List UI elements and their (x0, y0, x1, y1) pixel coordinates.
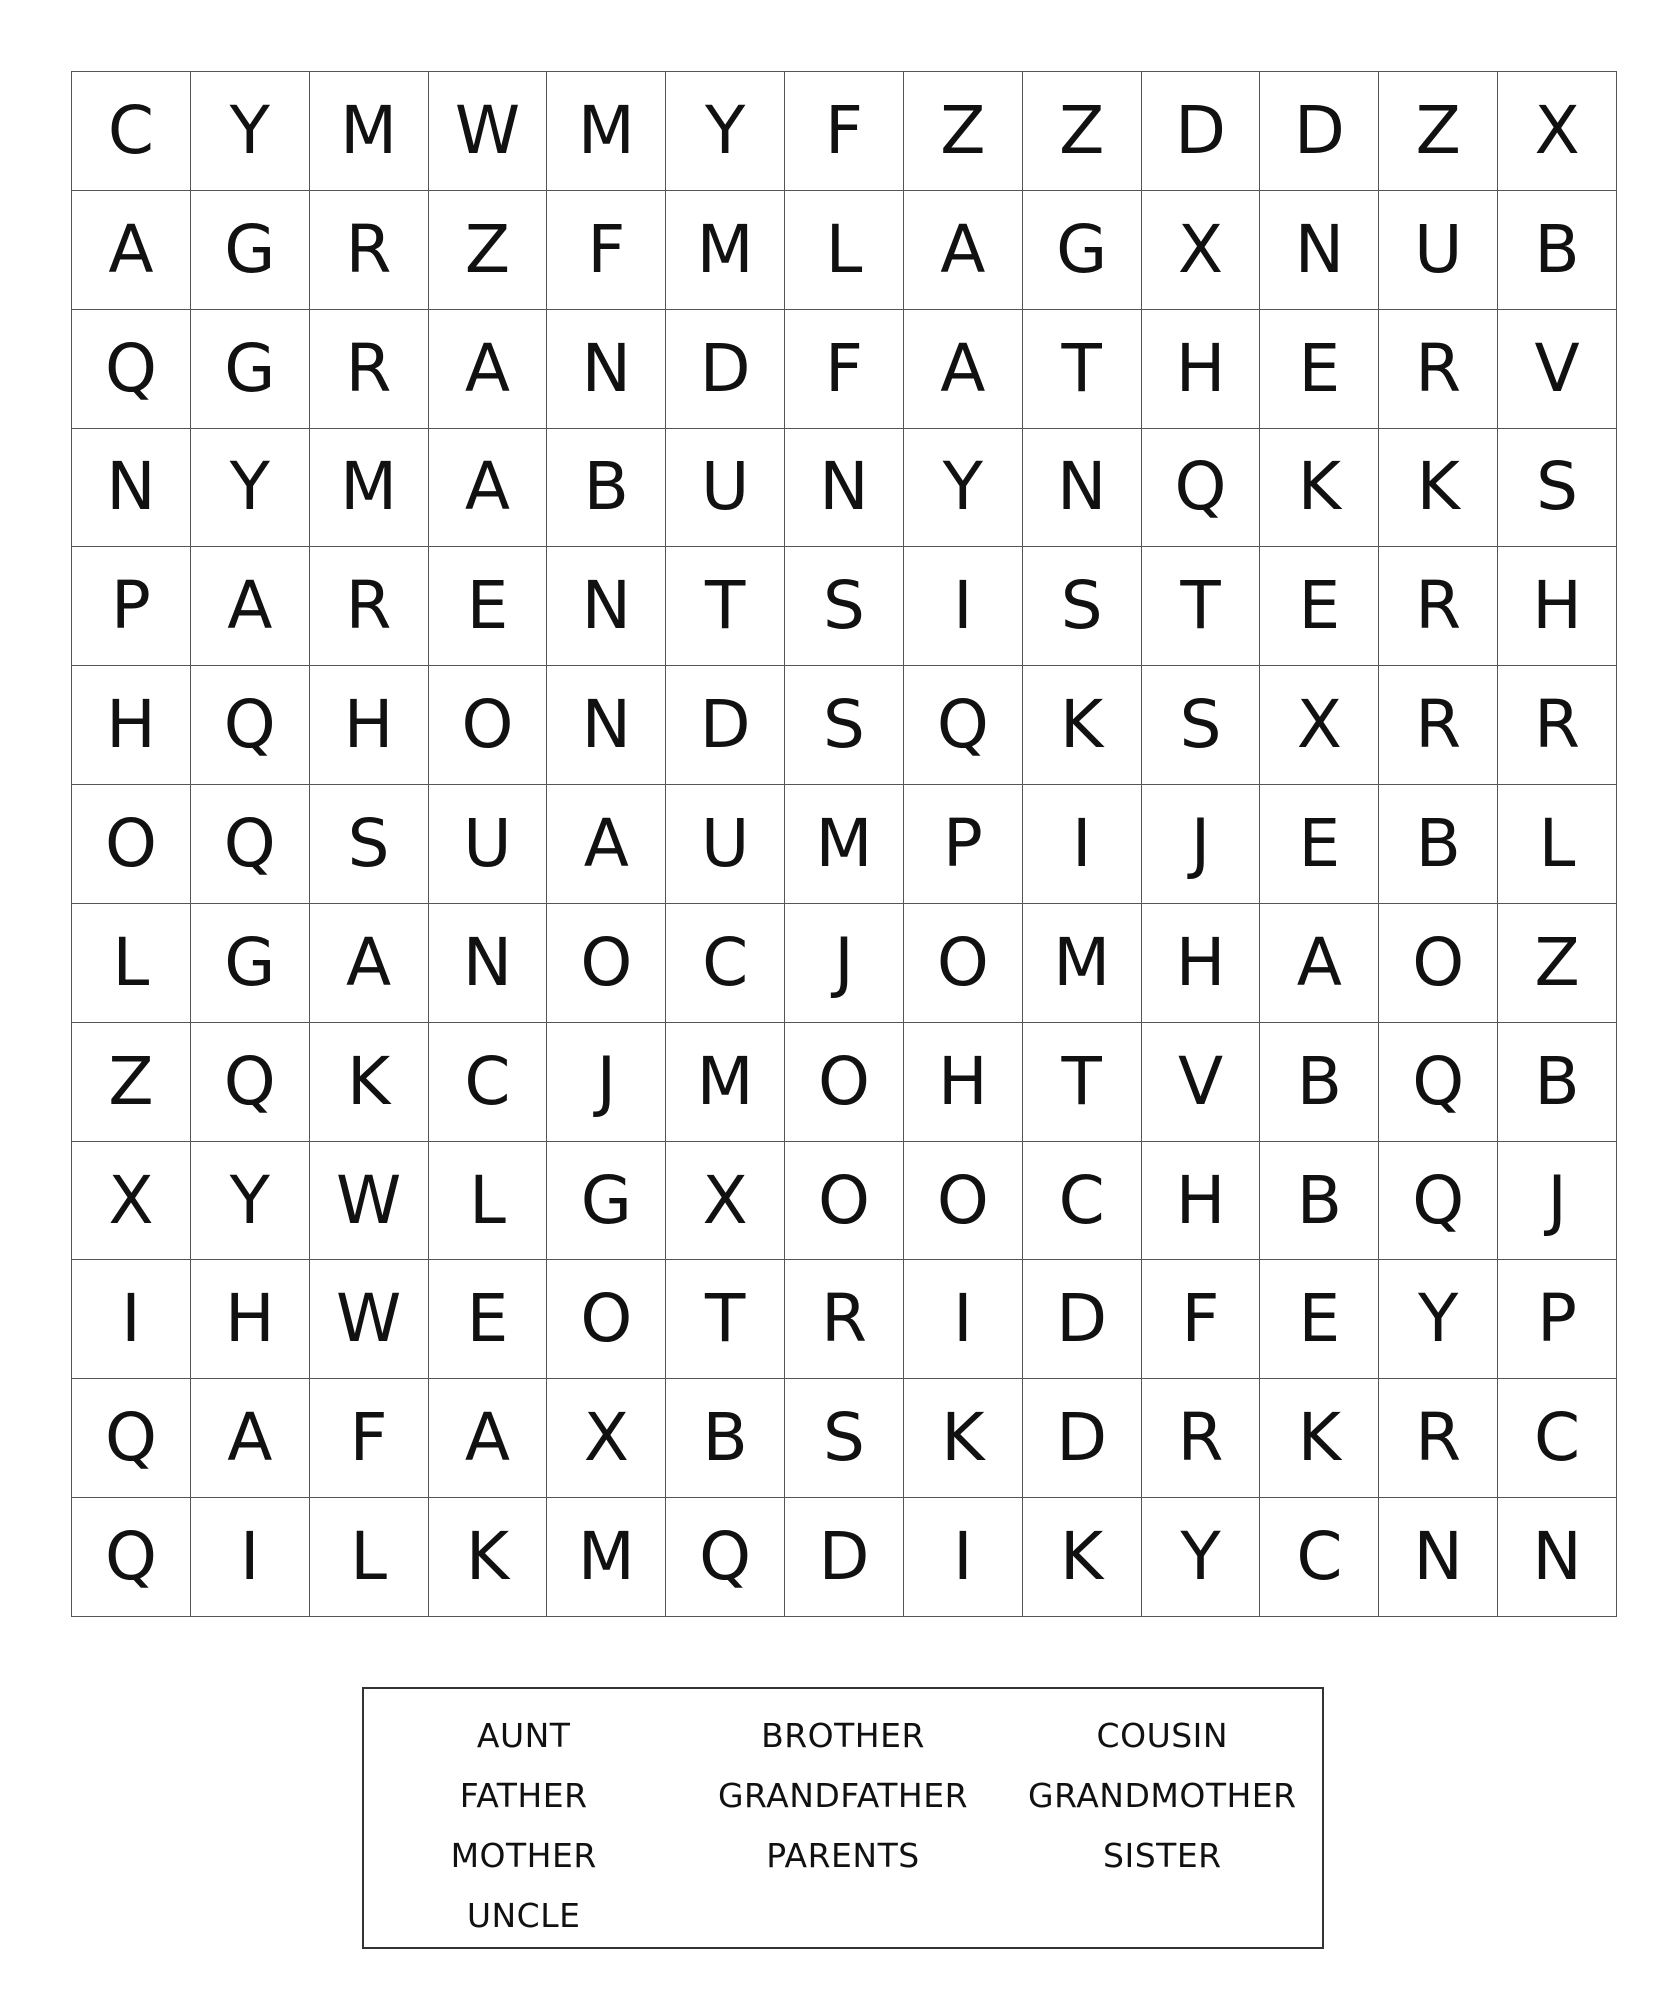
grid-cell[interactable]: P (72, 547, 191, 666)
grid-cell[interactable]: Q (72, 1379, 191, 1498)
grid-cell[interactable]: C (1260, 1498, 1379, 1617)
grid-cell[interactable]: A (904, 310, 1023, 429)
grid-cell[interactable]: O (547, 904, 666, 1023)
grid-cell[interactable]: K (904, 1379, 1023, 1498)
grid-cell[interactable]: I (1023, 785, 1142, 904)
grid-cell[interactable]: B (1379, 785, 1498, 904)
grid-cell[interactable]: S (785, 666, 904, 785)
grid-cell[interactable]: H (1142, 904, 1261, 1023)
grid-cell[interactable]: J (785, 904, 904, 1023)
grid-cell[interactable]: O (785, 1142, 904, 1261)
grid-cell[interactable]: H (310, 666, 429, 785)
word-bank-item: MOTHER (450, 1835, 597, 1875)
grid-cell[interactable]: U (1379, 191, 1498, 310)
grid-cell[interactable]: U (666, 429, 785, 548)
grid-cell[interactable]: S (1023, 547, 1142, 666)
grid-cell[interactable]: Q (666, 1498, 785, 1617)
grid-cell[interactable]: T (1142, 547, 1261, 666)
grid-cell[interactable]: Q (191, 785, 310, 904)
grid-cell[interactable]: L (72, 904, 191, 1023)
grid-cell[interactable]: N (785, 429, 904, 548)
grid-cell[interactable]: Q (904, 666, 1023, 785)
grid-cell[interactable]: O (785, 1023, 904, 1142)
grid-cell[interactable]: I (904, 1498, 1023, 1617)
grid-cell[interactable]: D (1142, 72, 1261, 191)
grid-cell[interactable]: G (191, 904, 310, 1023)
grid-cell[interactable]: A (429, 1379, 548, 1498)
grid-cell[interactable]: O (429, 666, 548, 785)
grid-cell[interactable]: W (310, 1260, 429, 1379)
grid-cell[interactable]: Y (904, 429, 1023, 548)
grid-cell[interactable]: F (1142, 1260, 1261, 1379)
grid-cell[interactable]: R (1142, 1379, 1261, 1498)
grid-cell[interactable]: T (1023, 1023, 1142, 1142)
grid-cell[interactable]: W (310, 1142, 429, 1261)
grid-cell[interactable]: R (1379, 310, 1498, 429)
grid-cell[interactable]: E (1260, 785, 1379, 904)
grid-cell[interactable]: T (1023, 310, 1142, 429)
grid-cell[interactable]: Z (1498, 904, 1617, 1023)
grid-cell[interactable]: N (1379, 1498, 1498, 1617)
grid-cell[interactable]: A (429, 429, 548, 548)
grid-cell[interactable]: Y (666, 72, 785, 191)
grid-cell[interactable]: I (904, 1260, 1023, 1379)
grid-cell[interactable]: K (1023, 666, 1142, 785)
grid-cell[interactable]: U (429, 785, 548, 904)
grid-cell[interactable]: M (666, 191, 785, 310)
grid-cell[interactable]: X (1142, 191, 1261, 310)
grid-cell[interactable]: K (1023, 1498, 1142, 1617)
grid-cell[interactable]: B (547, 429, 666, 548)
grid-cell[interactable]: Q (1142, 429, 1261, 548)
grid-cell[interactable]: M (785, 785, 904, 904)
grid-cell[interactable]: X (72, 1142, 191, 1261)
grid-cell[interactable]: S (785, 547, 904, 666)
grid-cell[interactable]: N (547, 310, 666, 429)
grid-cell[interactable]: A (904, 191, 1023, 310)
grid-cell[interactable]: E (1260, 310, 1379, 429)
grid-cell[interactable]: V (1498, 310, 1617, 429)
word-bank-item: GRANDMOTHER (1028, 1775, 1297, 1815)
word-bank-item: UNCLE (466, 1895, 581, 1935)
grid-cell[interactable]: Q (72, 1498, 191, 1617)
grid-cell[interactable]: T (666, 1260, 785, 1379)
grid-cell[interactable]: V (1142, 1023, 1261, 1142)
grid-cell[interactable]: C (1023, 1142, 1142, 1261)
grid-cell[interactable]: I (72, 1260, 191, 1379)
grid-cell[interactable]: J (1142, 785, 1261, 904)
grid-cell[interactable]: R (1379, 1379, 1498, 1498)
grid-cell[interactable]: M (1023, 904, 1142, 1023)
grid-cell[interactable]: L (429, 1142, 548, 1261)
grid-cell[interactable]: X (1498, 72, 1617, 191)
grid-cell[interactable]: Y (191, 72, 310, 191)
word-bank-item: GRANDFATHER (717, 1775, 969, 1815)
grid-cell[interactable]: C (1498, 1379, 1617, 1498)
grid-cell[interactable]: E (429, 547, 548, 666)
grid-cell[interactable]: A (547, 785, 666, 904)
grid-cell[interactable]: A (310, 904, 429, 1023)
grid-cell[interactable]: C (666, 904, 785, 1023)
grid-cell[interactable]: H (72, 666, 191, 785)
word-bank-item: SISTER (1103, 1835, 1222, 1875)
word-bank-item: PARENTS (766, 1835, 920, 1875)
grid-cell[interactable]: R (310, 310, 429, 429)
grid-cell[interactable]: D (1023, 1260, 1142, 1379)
grid-cell[interactable]: L (310, 1498, 429, 1617)
grid-cell[interactable]: Y (1379, 1260, 1498, 1379)
grid-cell[interactable]: B (1498, 1023, 1617, 1142)
grid-cell[interactable]: S (785, 1379, 904, 1498)
word-bank-item: AUNT (476, 1715, 571, 1755)
grid-cell[interactable]: O (72, 785, 191, 904)
grid-cell[interactable]: N (547, 666, 666, 785)
grid-cell[interactable]: R (785, 1260, 904, 1379)
grid-cell[interactable]: R (1498, 666, 1617, 785)
grid-cell[interactable]: T (666, 547, 785, 666)
grid-cell[interactable]: R (1379, 666, 1498, 785)
grid-cell[interactable]: Z (72, 1023, 191, 1142)
grid-cell[interactable]: L (785, 191, 904, 310)
grid-cell[interactable]: B (1260, 1023, 1379, 1142)
grid-cell[interactable]: D (666, 310, 785, 429)
grid-cell[interactable]: R (310, 547, 429, 666)
grid-cell[interactable]: Y (1142, 1498, 1261, 1617)
grid-cell[interactable]: A (429, 310, 548, 429)
grid-cell[interactable]: Z (429, 191, 548, 310)
grid-cell[interactable]: X (666, 1142, 785, 1261)
grid-cell[interactable]: N (72, 429, 191, 548)
grid-cell[interactable]: C (72, 72, 191, 191)
grid-cell[interactable]: E (1260, 547, 1379, 666)
grid-cell[interactable]: K (429, 1498, 548, 1617)
grid-cell[interactable]: O (904, 1142, 1023, 1261)
grid-cell[interactable]: P (1498, 1260, 1617, 1379)
word-bank-item: COUSIN (1096, 1715, 1229, 1755)
grid-cell[interactable]: K (1260, 1379, 1379, 1498)
grid-cell[interactable]: I (191, 1498, 310, 1617)
grid-cell[interactable]: Q (72, 310, 191, 429)
grid-cell[interactable]: C (429, 1023, 548, 1142)
grid-cell[interactable]: N (429, 904, 548, 1023)
grid-cell[interactable]: K (310, 1023, 429, 1142)
grid-cell[interactable]: W (429, 72, 548, 191)
grid-cell[interactable]: P (904, 785, 1023, 904)
grid-cell[interactable]: L (1498, 785, 1617, 904)
grid-cell[interactable]: K (1379, 429, 1498, 548)
grid-cell[interactable]: M (547, 1498, 666, 1617)
grid-cell[interactable]: Y (191, 429, 310, 548)
grid-cell[interactable]: H (1142, 1142, 1261, 1261)
grid-cell[interactable]: F (785, 72, 904, 191)
grid-cell[interactable]: H (904, 1023, 1023, 1142)
letter-grid (71, 71, 1617, 1617)
grid-cell[interactable]: U (666, 785, 785, 904)
grid-cell[interactable]: Z (1379, 72, 1498, 191)
grid-cell[interactable]: H (1498, 547, 1617, 666)
grid-cell[interactable]: F (547, 191, 666, 310)
grid-cell[interactable]: M (666, 1023, 785, 1142)
grid-cell[interactable]: G (191, 191, 310, 310)
grid-cell[interactable]: G (191, 310, 310, 429)
grid-cell[interactable]: O (547, 1260, 666, 1379)
grid-cell[interactable]: M (310, 72, 429, 191)
grid-cell[interactable]: O (904, 904, 1023, 1023)
grid-cell[interactable]: Q (1379, 1023, 1498, 1142)
word-bank-item: BROTHER (761, 1715, 925, 1755)
grid-cell[interactable]: A (1260, 904, 1379, 1023)
grid-cell[interactable]: Q (1379, 1142, 1498, 1261)
grid-cell[interactable]: G (547, 1142, 666, 1261)
grid-cell[interactable]: O (1379, 904, 1498, 1023)
grid-cell[interactable]: A (72, 191, 191, 310)
grid-cell[interactable]: D (666, 666, 785, 785)
grid-cell[interactable]: E (1260, 1260, 1379, 1379)
grid-cell[interactable]: R (1379, 547, 1498, 666)
grid-cell[interactable]: N (547, 547, 666, 666)
grid-cell[interactable]: Q (191, 666, 310, 785)
grid-cell[interactable]: N (1498, 1498, 1617, 1617)
grid-cell[interactable]: A (191, 547, 310, 666)
grid-cell[interactable]: B (666, 1379, 785, 1498)
grid-cell[interactable]: N (1023, 429, 1142, 548)
grid-cell[interactable]: S (1498, 429, 1617, 548)
grid-cell[interactable]: J (1498, 1142, 1617, 1261)
grid-cell[interactable]: S (310, 785, 429, 904)
grid-cell[interactable]: I (904, 547, 1023, 666)
grid-cell[interactable]: A (191, 1379, 310, 1498)
grid-cell[interactable]: F (785, 310, 904, 429)
grid-cell[interactable]: H (191, 1260, 310, 1379)
grid-cell[interactable]: F (310, 1379, 429, 1498)
grid-cell[interactable]: E (429, 1260, 548, 1379)
grid-cell[interactable]: D (1260, 72, 1379, 191)
grid-cell[interactable]: Q (191, 1023, 310, 1142)
grid-cell[interactable]: M (547, 72, 666, 191)
grid-cell[interactable]: H (1142, 310, 1261, 429)
grid-cell[interactable]: X (1260, 666, 1379, 785)
grid-cell[interactable]: Y (191, 1142, 310, 1261)
grid-cell[interactable]: N (1260, 191, 1379, 310)
grid-cell[interactable]: B (1498, 191, 1617, 310)
word-bank (362, 1687, 1324, 1949)
grid-cell[interactable]: X (547, 1379, 666, 1498)
word-bank-item: FATHER (459, 1775, 588, 1815)
grid-cell[interactable]: K (1260, 429, 1379, 548)
grid-cell[interactable]: R (310, 191, 429, 310)
grid-cell[interactable]: B (1260, 1142, 1379, 1261)
grid-cell[interactable]: J (547, 1023, 666, 1142)
grid-cell[interactable]: Z (904, 72, 1023, 191)
grid-cell[interactable]: D (1023, 1379, 1142, 1498)
grid-cell[interactable]: D (785, 1498, 904, 1617)
grid-cell[interactable]: M (310, 429, 429, 548)
grid-cell[interactable]: Z (1023, 72, 1142, 191)
grid-cell[interactable]: G (1023, 191, 1142, 310)
grid-cell[interactable]: S (1142, 666, 1261, 785)
